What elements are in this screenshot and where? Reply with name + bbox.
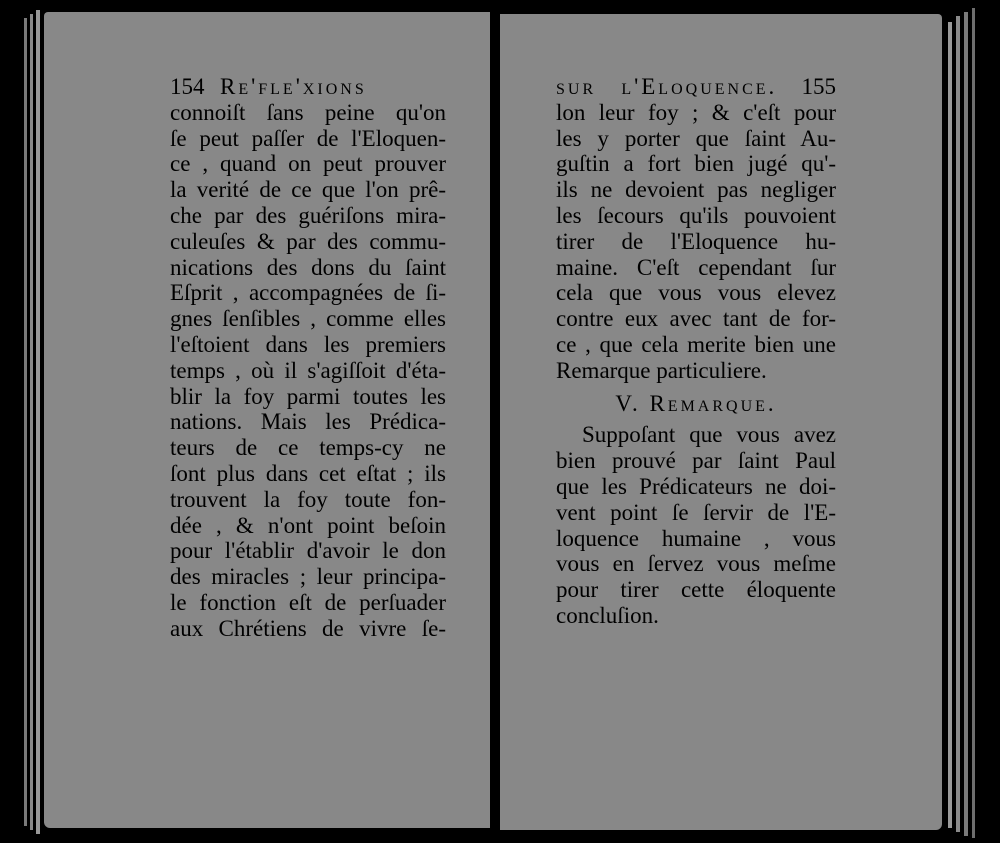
text-line: dée , & n'ont point beſoin <box>170 512 446 538</box>
text-line: trouvent la foy toute fon- <box>170 486 446 512</box>
text-line: guſtin a fort bien jugé qu'- <box>556 151 836 177</box>
text-line: nations. Mais les Prédica- <box>170 409 446 435</box>
left-page-text <box>170 74 446 642</box>
text-line: blir la foy parmi toutes les <box>170 383 446 409</box>
text-line: ce , que cela merite bien une <box>556 331 836 357</box>
text-line: loquence humaine , vous <box>556 525 836 551</box>
text-line: contre eux avec tant de for- <box>556 306 836 332</box>
text-line: concluſion. <box>556 602 659 628</box>
page-edge <box>956 16 960 832</box>
text-line: temps , où il s'agiſſoit d'éta- <box>170 357 446 383</box>
page-edge <box>24 18 27 826</box>
text-line: cela que vous vous elevez <box>556 280 836 306</box>
text-line: vent point ſe ſervir de l'E- <box>556 499 836 525</box>
page-edge <box>964 12 968 836</box>
text-line: che par des guériſons mira- <box>170 202 446 228</box>
text-line: bien prouvé par ſaint Paul <box>556 448 836 474</box>
text-line: pour l'établir d'avoir le don <box>170 538 446 564</box>
text-line: les y porter que ſaint Au- <box>556 125 836 151</box>
text-line: la verité de ce que l'on prê- <box>170 177 446 203</box>
right-folio: 155 <box>801 74 836 99</box>
book-gutter <box>490 10 500 834</box>
section-heading: V. Remarque. <box>615 390 777 416</box>
left-folio: 154 <box>170 74 205 99</box>
text-line: tirer de l'Eloquence hu- <box>556 228 836 254</box>
text-line: Remarque particuliere. <box>556 357 767 383</box>
page-edge <box>36 10 40 834</box>
page-edge <box>30 14 33 830</box>
text-line: lon leur foy ; & c'eſt pour <box>556 99 836 125</box>
text-line: pour tirer cette éloquente <box>556 577 836 603</box>
right-running-head: sur l'Eloquence. <box>556 74 778 99</box>
page-edge <box>972 8 975 838</box>
text-line: maine. C'eſt cependant ſur <box>556 254 836 280</box>
text-line: ils ne devoient pas negliger <box>556 177 836 203</box>
text-line: ſe peut paſſer de l'Eloquen- <box>170 125 446 151</box>
right-page-text <box>556 74 836 629</box>
text-line: vous en ſervez vous meſme <box>556 551 836 577</box>
text-line: les ſecours qu'ils pouvoient <box>556 202 836 228</box>
text-line: ſont plus dans cet eſtat ; ils <box>170 460 446 486</box>
text-line: aux Chrétiens de vivre ſe- <box>170 615 446 641</box>
text-line: l'eſtoient dans les premiers <box>170 331 446 357</box>
left-running-header <box>170 74 446 100</box>
text-line: que les Prédicateurs ne doi- <box>556 473 836 499</box>
page-edge <box>948 22 952 828</box>
text-line: ce , quand on peut prouver <box>170 151 446 177</box>
text-line: teurs de ce temps-cy ne <box>170 435 446 461</box>
right-running-header <box>556 74 836 100</box>
text-line: culeuſes & par des commu- <box>170 228 446 254</box>
text-line: gnes ſenſibles , comme elles <box>170 306 446 332</box>
text-line: connoiſt ſans peine qu'on <box>170 99 446 125</box>
text-line: Suppoſant que vous avez <box>582 422 836 448</box>
text-line: nications des dons du ſaint <box>170 254 446 280</box>
text-line: le fonction eſt de perſuader <box>170 589 446 615</box>
text-line: Eſprit , accompagnées de ſi- <box>170 280 446 306</box>
text-line: des miracles ; leur principa- <box>170 564 446 590</box>
left-running-head: Re'fle'xions <box>220 74 367 99</box>
